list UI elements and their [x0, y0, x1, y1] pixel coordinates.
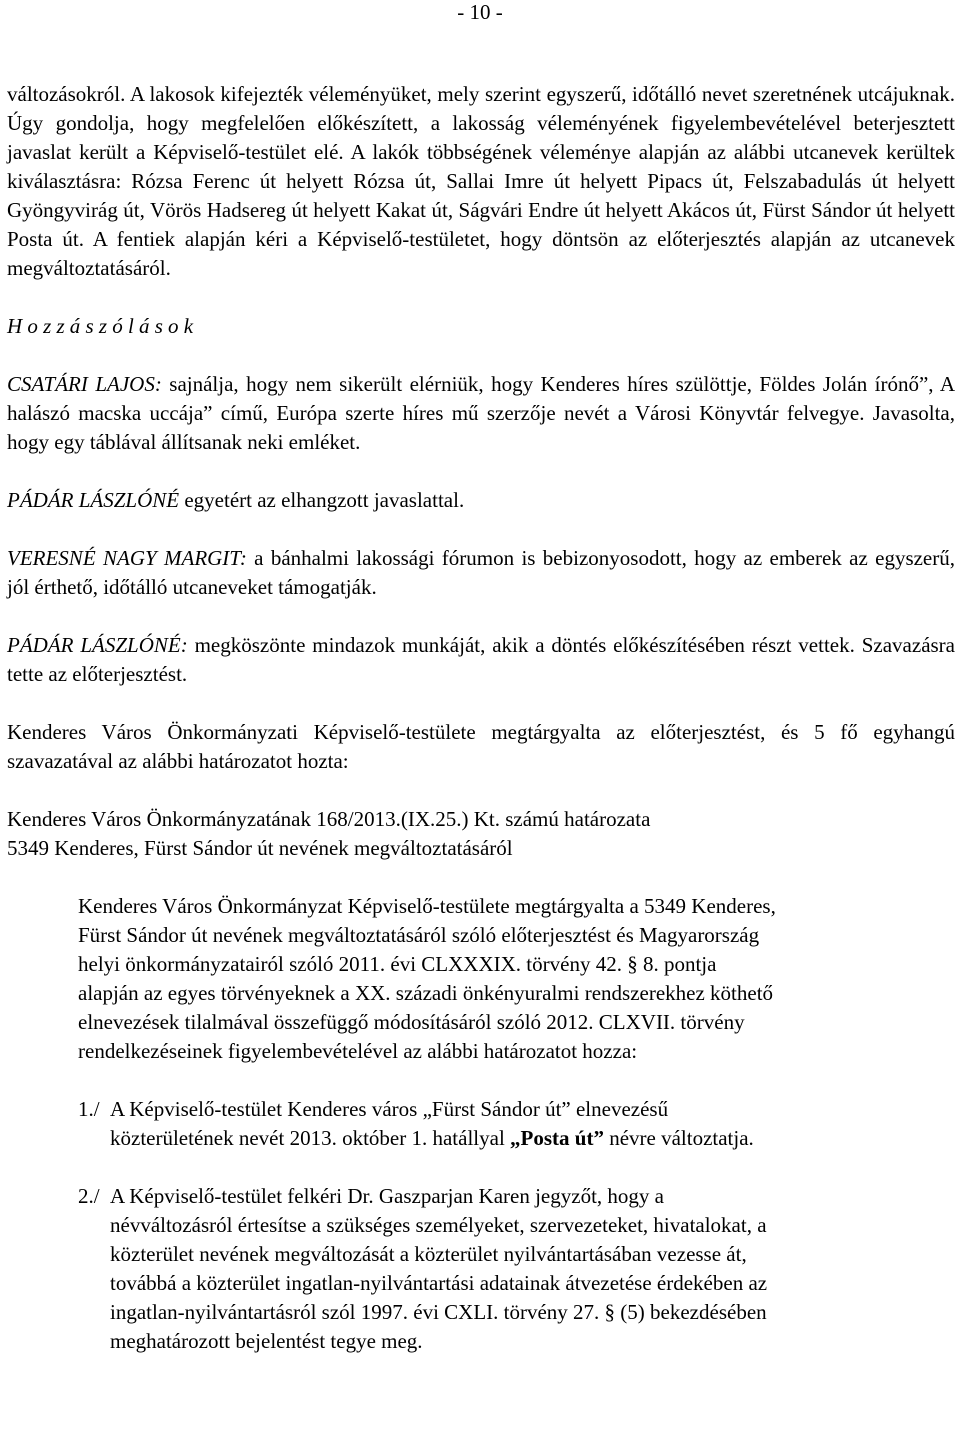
item-text: [110, 1095, 778, 1153]
resolution-preamble: Kenderes Város Önkormányzat Képviselő-testülete megtárgyalta a 5349 Kenderes, Fürst Sándor út nevének megváltoztatásáról szóló előterjesztést és Magyarország helyi önkormányzatairól szóló 2011. évi CLXXXIX. törvény 42. § 8. pontja alapján az egyes törvényeknek a XX. századi önkényuralmi rendszerekhez köthető elnevezések tilalmával összefüggő módosításáról szóló 2012. CLXVII. törvény rendelkezéseinek figyelembevételével az alábbi határozatot hozza:: [78, 894, 776, 1063]
item-text-part: A Képviselő-testület Kenderes város „Fürst Sándor út” elnevezésű közterületének nevét 2013. október 1. hatállyal: [110, 1097, 669, 1150]
comment-paragraph: [7, 631, 955, 689]
item-number: 1./: [78, 1097, 100, 1121]
resolution-title: Kenderes Város Önkormányzatának 168/2013.(IX.25.) Kt. számú határozata: [7, 807, 651, 831]
intro-paragraph: változásokról. A lakosok kifejezték véleményüket, mely szerint egyszerű, időtálló nevet szeretnének utcájuknak. Úgy gondolja, hogy megfelelően előkészített, a lakosság véleményének figyelembevételével beterjesztett javaslat került a Képviselő-testület elé. A lakók többségének véleménye alapján az alábbi utcanevek kerültek kiválasztásra: Rózsa Ferenc út helyett Rózsa út, Sallai Imre út helyett Pipacs út, Felszabadulás út helyett Gyöngyvirág út, Vörös Hadsereg út helyett Kakat út, Ságvári Endre út helyett Akácos út, Fürst Sándor út helyett Posta út. A fentiek alapján kéri a Képviselő-testületet, hogy döntsön az előterjesztés alapján az utcanevek megváltoztatásáról.: [7, 82, 955, 280]
resolution-item: [78, 1095, 778, 1153]
item-number: 2./: [78, 1184, 100, 1208]
comment-text: egyetért az elhangzott javaslattal.: [179, 488, 465, 512]
document-body: [7, 80, 955, 1356]
new-street-name: „Posta út”: [510, 1126, 604, 1150]
resolution-body: [78, 892, 778, 1356]
item-text-part: névre változtatja.: [603, 1126, 754, 1150]
comment-text: a bánhalmi lakossági fórumon is bebizonyosodott, hogy az emberek az egyszerű, jól érthető, időtálló utcaneveket támogatják.: [7, 546, 955, 599]
speaker-name: PÁDÁR LÁSZLÓNÉ:: [7, 633, 188, 657]
comment-text: megköszönte mindazok munkáját, akik a döntés előkészítésében részt vettek. Szavazásra tette az előterjesztést.: [7, 633, 955, 686]
speaker-name: PÁDÁR LÁSZLÓNÉ: [7, 488, 180, 512]
vote-statement: Kenderes Város Önkormányzati Képviselő-testülete megtárgyalta az előterjesztést, és 5 fő egyhangú szavazatával az alábbi határozatot hozta:: [7, 720, 955, 773]
comment-paragraph: [7, 544, 955, 602]
resolution-subtitle: 5349 Kenderes, Fürst Sándor út nevének megváltoztatásáról: [7, 836, 513, 860]
section-heading: Hozzászólások: [7, 314, 199, 338]
comment-paragraph: [7, 370, 955, 457]
resolution-item: [78, 1182, 778, 1356]
comment-text: sajnálja, hogy nem sikerült elérniük, hogy Kenderes híres szülöttje, Földes Jolán írónő”, A halászó macska uccája” című, Európa szerte híres mű szerzője nevét a Városi Könyvtár felvegye. Javasolta, hogy egy táblával állítsanak neki emléket.: [7, 372, 956, 454]
page-number: - 10 -: [457, 0, 503, 24]
item-text-part: A Képviselő-testület felkéri Dr. Gaszparjan Karen jegyzőt, hogy a névváltozásról értesítse a szükséges személyeket, szervezeteket, hivatalokat, a közterület nevének megváltozását a közterület nyilvántartásában vezesse át, továbbá a közterület ingatlan-nyilvántartási adatainak átvezetése érdekében az ingatlan-nyilvántartásról szól 1997. évi CXLI. törvény 27. § (5) bekezdésében meghatározott bejelentést tegye meg.: [110, 1184, 768, 1353]
item-text: [110, 1182, 778, 1356]
speaker-name: CSATÁRI LAJOS:: [7, 372, 162, 396]
comment-paragraph: [7, 486, 955, 515]
speaker-name: VERESNÉ NAGY MARGIT:: [7, 546, 247, 570]
